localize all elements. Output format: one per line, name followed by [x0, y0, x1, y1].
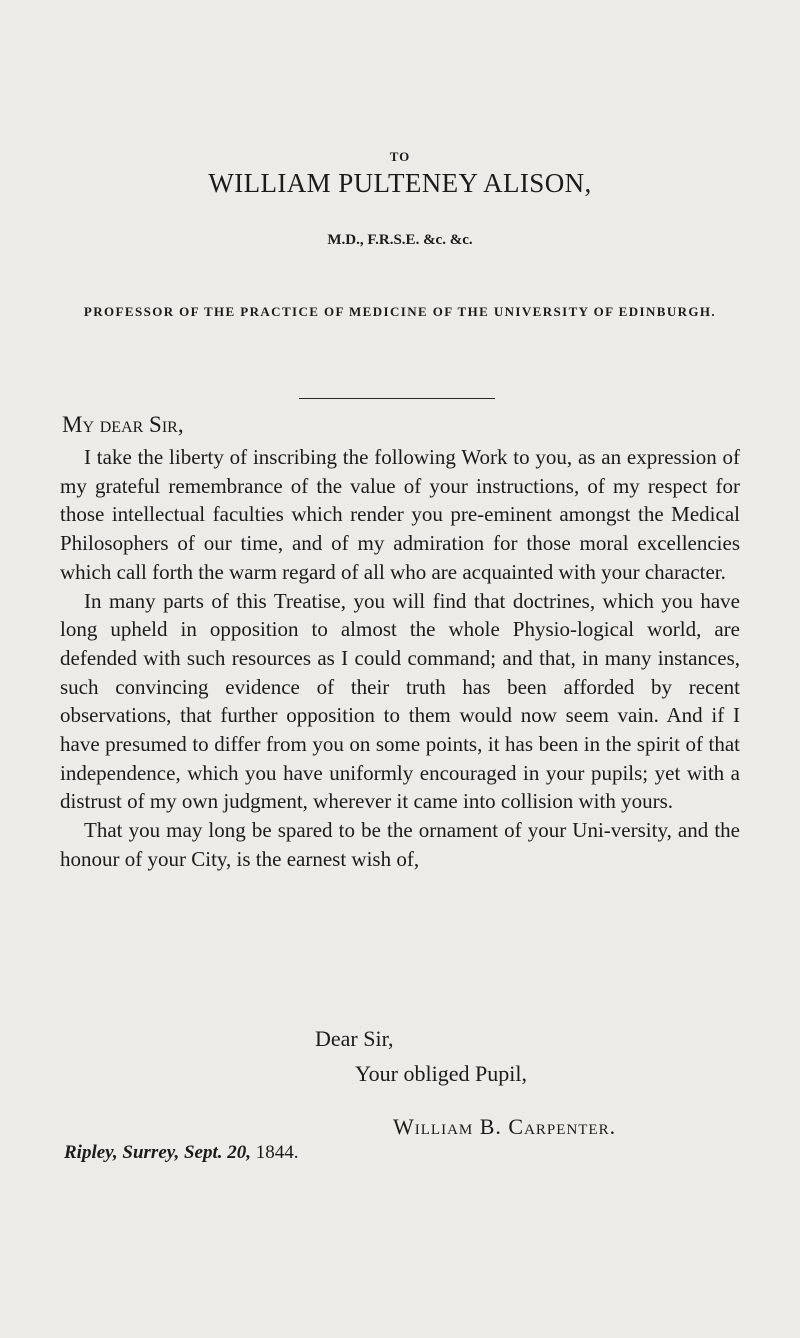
- letter-place: Ripley, Surrey, Sept. 20,: [64, 1142, 252, 1163]
- letter-signature: William B. Carpenter.: [393, 1114, 617, 1139]
- letter-salutation: My dear Sir,: [62, 412, 184, 437]
- letter-paragraph: In many parts of this Treatise, you will find that doctrines, which you have long upheld in opposition to almost the whole Physio-logical world, are defended with such resources as I could command; and that, in many instances, such convincing evidence of their truth has been afforded by recent observations, that further opposition to them would now seem vain. And if I have presumed to differ from you on some points, it has been in the spirit of that independence, which you have uniformly encouraged in your pupils; yet with a distrust of my own judgment, wherever it came into collision with yours.: [60, 588, 740, 814]
- dedicatee-degrees: M.D., F.R.S.E. &c. &c.: [327, 232, 473, 248]
- divider-rule: [299, 398, 495, 399]
- letter-closing-pupil: Your obliged Pupil,: [355, 1061, 527, 1086]
- dedication-to-label: TO: [389, 149, 411, 164]
- dedicatee-name: WILLIAM PULTENEY ALISON,: [208, 168, 592, 198]
- letter-place-date: [64, 1142, 299, 1164]
- letter-body: [60, 443, 740, 874]
- letter-paragraph: I take the liberty of inscribing the following Work to you, as an expression of my grateful remembrance of the value of your instructions, of my respect for those intellectual faculties which render you pre-eminent amongst the Medical Philosophers of our time, and of my admiration for those moral excellencies which call forth the warm regard of all who are acquainted with your character.: [60, 445, 740, 584]
- letter-paragraph: That you may long be spared to be the ornament of your Uni-versity, and the honour of your City, is the earnest wish of,: [60, 818, 740, 871]
- dedicatee-professorship: PROFESSOR OF THE PRACTICE OF MEDICINE OF THE UNIVERSITY OF EDINBURGH.: [83, 304, 717, 319]
- letter-year: 1844.: [255, 1142, 299, 1163]
- letter-closing-dear-sir: Dear Sir,: [315, 1026, 394, 1051]
